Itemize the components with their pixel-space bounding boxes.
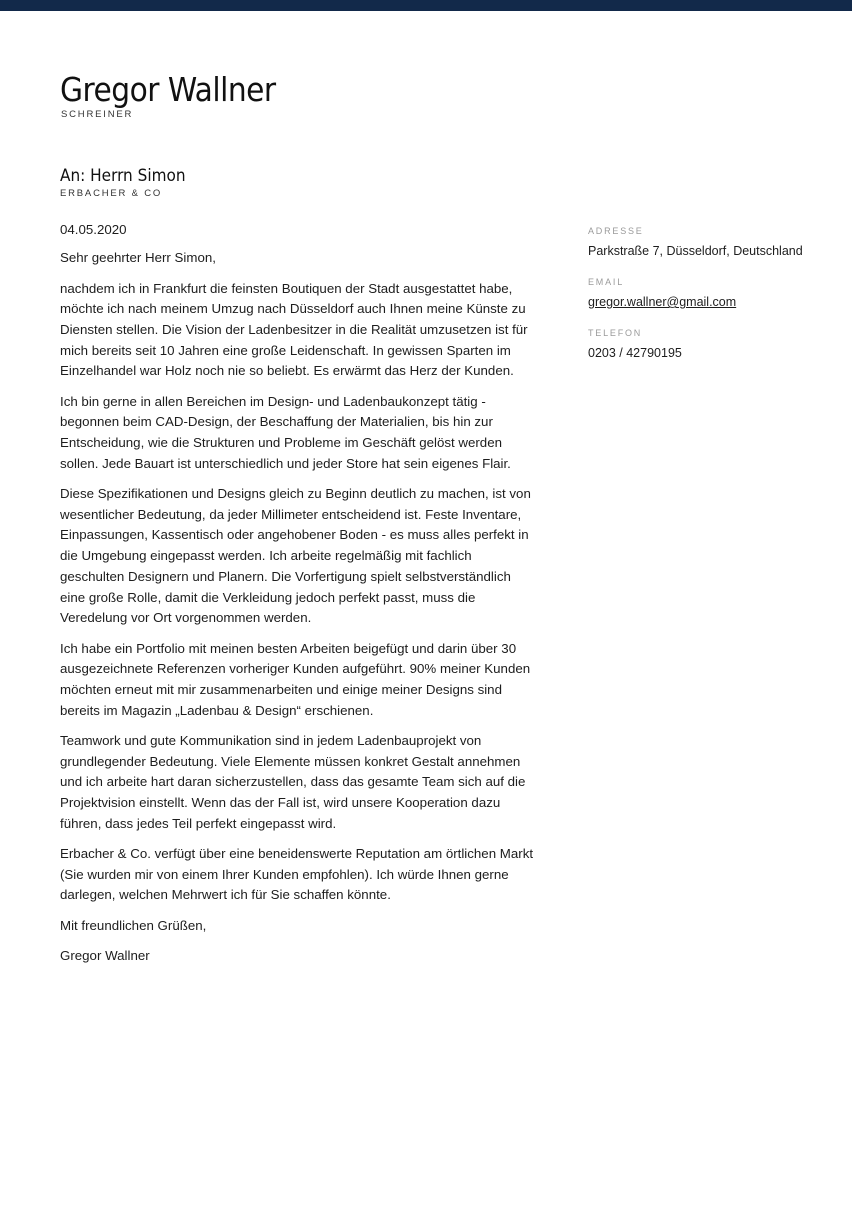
email-label: EMAIL — [588, 277, 625, 287]
letter-signature: Gregor Wallner — [60, 948, 150, 964]
letter-paragraph: Erbacher & Co. verfügt über eine beneidenswerte Reputation am örtlichen Markt (Sie wurden mir von einem Ihrer Kunden empfohlen). Ich würde Ihnen gerne darlegen, welchen Mehrwert ich für Sie schaffen könnte. — [60, 846, 534, 903]
letter-paragraph: nachdem ich in Frankfurt die feinsten Boutiquen der Stadt ausgestattet habe, möchte ich nach meinem Umzug nach Düsseldorf auch Ihnen meine Künste zu Diensten stellen. Die Vision der Ladenbesitzer in die Realität umzusetzen ist für mich bereits seit 10 Jahren eine große Leidenschaft. In gewissen Sparten im Einzelhandel war Holz noch nie so beliebt. Es erwärmt das Herz der Kunden. — [60, 280, 528, 379]
address-label: ADRESSE — [588, 226, 644, 236]
letter-body — [60, 220, 535, 976]
email-link[interactable]: gregor.wallner@gmail.com — [588, 295, 737, 309]
recipient-company: ERBACHER & CO — [60, 188, 163, 199]
phone-label: TELEFON — [588, 328, 643, 338]
letter-date: 04.05.2020 — [60, 222, 127, 237]
letter-salutation: Sehr geehrter Herr Simon, — [60, 250, 216, 266]
letter-paragraph: Diese Spezifikationen und Designs gleich zu Beginn deutlich zu machen, ist von wesentlicher Bedeutung, da jeder Millimeter entscheidend ist. Feste Inventare, Einpassungen, Kassentisch oder angehobener Boden - es muss alles perfekt in die Umgebung eingepasst werden. Ich arbeite regelmäßig mit fachlich geschulten Designern und Planern. Die Vorfertigung spielt selbstverständlich eine große Rolle, damit die Verkleidung jedoch perfekt passt, muss die Veredelung vor Ort vorgenommen werden. — [60, 486, 531, 626]
letter-paragraph: Teamwork und gute Kommunikation sind in jedem Ladenbauprojekt von grundlegender Bedeutung. Viele Elemente müssen konkret Gestalt annehmen und ich arbeite hart daran sicherzustellen, dass das gesamte Team sich auf die Projektvision einstellt. Wenn das der Fall ist, wird unsere Kooperation dazu führen, dass jedes Teil perfekt eingepasst wird. — [60, 732, 526, 831]
applicant-profession: SCHREINER — [61, 109, 134, 120]
applicant-name: Gregor Wallner — [60, 70, 276, 109]
letter-paragraph: Ich bin gerne in allen Bereichen im Design- und Ladenbaukonzept tätig - begonnen beim CAD-Design, der Beschaffung der Materialien, bis hin zur Entscheidung, wie die Strukturen und Probleme im Geschäft gelöst werden sollen. Jede Bauart ist unterschiedlich und jeder Store hat sein eigenes Flair. — [60, 393, 511, 471]
top-accent-bar — [0, 0, 852, 11]
letter-paragraph: Ich habe ein Portfolio mit meinen besten Arbeiten beigefügt und darin über 30 ausgezeichnete Referenzen vorheriger Kunden aufgeführt. 90% meiner Kunden möchten erneut mit mir zusammenarbeiten und einige meiner Designs sind bereits im Magazin „Ladenbau & Design“ erschienen. — [60, 640, 531, 718]
contact-sidebar — [588, 224, 828, 377]
letter-closing: Mit freundlichen Grüßen, — [60, 917, 207, 933]
phone-value: 0203 / 42790195 — [588, 346, 682, 360]
address-value: Parkstraße 7, Düsseldorf, Deutschland — [588, 244, 803, 258]
recipient-name: An: Herrn Simon — [60, 166, 186, 186]
